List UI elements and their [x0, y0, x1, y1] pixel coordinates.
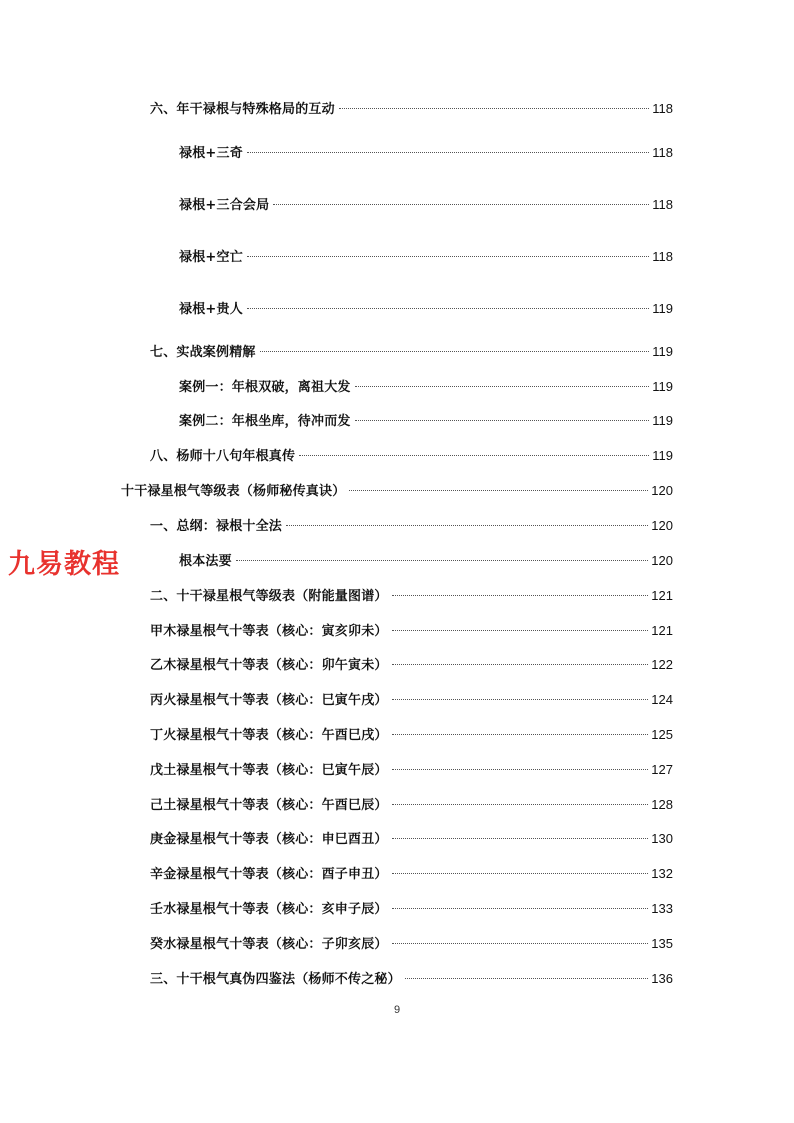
toc-entry[interactable] — [150, 447, 673, 465]
toc-entry-title: 辛金禄星根气十等表（核心：酉子申丑） — [150, 867, 388, 882]
toc-entry-page: 136 — [651, 971, 673, 986]
dot-leader — [247, 152, 649, 153]
toc-entry[interactable] — [150, 587, 673, 605]
toc-entry-page: 118 — [652, 101, 673, 116]
toc-entry[interactable] — [179, 378, 673, 396]
toc-entry-page: 119 — [652, 344, 673, 359]
dot-leader — [392, 699, 649, 700]
toc-entry[interactable] — [179, 248, 673, 266]
toc-entry-title: 甲木禄星根气十等表（核心：寅亥卯未） — [150, 624, 388, 639]
toc-entry-page: 120 — [651, 483, 673, 498]
toc-entry[interactable] — [150, 691, 673, 709]
toc-entry-title: 十干禄星根气等级表（杨师秘传真诀） — [121, 484, 346, 499]
toc-entry-page: 135 — [651, 936, 673, 951]
toc-entry-title: 己土禄星根气十等表（核心：午酉巳辰） — [150, 798, 388, 813]
toc-entry[interactable] — [150, 761, 673, 779]
toc-entry-title: 禄根+空亡 — [179, 250, 243, 265]
dot-leader — [355, 386, 650, 387]
dot-leader — [392, 734, 649, 735]
dot-leader — [392, 943, 649, 944]
toc-entry[interactable] — [179, 196, 673, 214]
dot-leader — [392, 630, 649, 631]
toc-entry-page: 132 — [651, 866, 673, 881]
toc-entry[interactable] — [179, 412, 673, 430]
toc-entry[interactable] — [150, 900, 673, 918]
toc-entry[interactable] — [150, 830, 673, 848]
toc-entry-page: 122 — [651, 657, 673, 672]
toc-entry-page: 127 — [651, 762, 673, 777]
toc-entry-title: 庚金禄星根气十等表（核心：申巳酉丑） — [150, 832, 388, 847]
toc-entry[interactable] — [121, 482, 673, 500]
toc-entry[interactable] — [150, 865, 673, 883]
dot-leader — [355, 420, 650, 421]
toc-entry-page: 118 — [652, 249, 673, 264]
toc-entry[interactable] — [150, 517, 673, 535]
dot-leader — [349, 490, 648, 491]
toc-entry-title: 案例一：年根双破，离祖大发 — [179, 380, 351, 395]
dot-leader — [273, 204, 649, 205]
toc-entry[interactable] — [179, 144, 673, 162]
toc-entry-title: 丙火禄星根气十等表（核心：巳寅午戌） — [150, 693, 388, 708]
toc-entry-title: 禄根+三奇 — [179, 146, 243, 161]
page-number: 9 — [393, 1004, 401, 1016]
toc-entry-page: 119 — [652, 379, 673, 394]
dot-leader — [236, 560, 648, 561]
toc-entry-page: 130 — [651, 831, 673, 846]
dot-leader — [392, 664, 649, 665]
toc-entry-page: 118 — [652, 145, 673, 160]
toc-entry-title: 一、总纲：禄根十全法 — [150, 519, 283, 534]
toc-entry-title: 癸水禄星根气十等表（核心：子卯亥辰） — [150, 937, 388, 952]
toc-entry-page: 121 — [651, 588, 673, 603]
toc-entry[interactable] — [150, 970, 673, 988]
toc-entry-title: 根本法要 — [179, 554, 232, 569]
toc-entry-page: 128 — [651, 797, 673, 812]
watermark: 九易教程 — [8, 549, 120, 580]
dot-leader — [392, 595, 649, 596]
toc-entry[interactable] — [150, 796, 673, 814]
toc-entry-title: 七、实战案例精解 — [150, 345, 256, 360]
toc-entry-title: 八、杨师十八句年根真传 — [150, 449, 296, 464]
toc-entry[interactable] — [179, 552, 673, 570]
dot-leader — [286, 525, 648, 526]
toc-entry-page: 133 — [651, 901, 673, 916]
dot-leader — [392, 873, 649, 874]
toc-entry-page: 119 — [652, 413, 673, 428]
toc-entry-title: 案例二：年根坐库，待冲而发 — [179, 414, 351, 429]
toc-entry[interactable] — [179, 300, 673, 318]
toc-entry[interactable] — [150, 656, 673, 674]
toc-entry-title: 六、年干禄根与特殊格局的互动 — [150, 102, 335, 117]
toc-entry-title: 乙木禄星根气十等表（核心：卯午寅未） — [150, 658, 388, 673]
toc-entry-page: 124 — [651, 692, 673, 707]
toc-entry-page: 120 — [651, 518, 673, 533]
toc-entry-title: 三、十干根气真伪四鉴法（杨师不传之秘） — [150, 972, 401, 987]
dot-leader — [260, 351, 650, 352]
dot-leader — [392, 804, 649, 805]
toc-entry-page: 125 — [651, 727, 673, 742]
dot-leader — [247, 256, 649, 257]
toc-entry-title: 戊土禄星根气十等表（核心：巳寅午辰） — [150, 763, 388, 778]
toc-entry[interactable] — [150, 622, 673, 640]
toc-entry[interactable] — [150, 726, 673, 744]
toc-entry-page: 119 — [652, 448, 673, 463]
toc-entry-title: 禄根+贵人 — [179, 302, 243, 317]
toc-entry-page: 120 — [651, 553, 673, 568]
toc-entry-title: 二、十干禄星根气等级表（附能量图谱） — [150, 589, 388, 604]
toc-entry[interactable] — [150, 100, 673, 118]
toc-entry-page: 119 — [652, 301, 673, 316]
dot-leader — [405, 978, 648, 979]
toc-entry-title: 禄根+三合会局 — [179, 198, 270, 213]
dot-leader — [392, 769, 649, 770]
toc-entry-page: 121 — [651, 623, 673, 638]
toc-entry[interactable] — [150, 935, 673, 953]
toc-entry[interactable] — [150, 343, 673, 361]
toc-entry-page: 118 — [652, 197, 673, 212]
dot-leader — [299, 455, 649, 456]
toc-entry-title: 丁火禄星根气十等表（核心：午酉巳戌） — [150, 728, 388, 743]
dot-leader — [392, 838, 649, 839]
dot-leader — [392, 908, 649, 909]
toc-entry-title: 壬水禄星根气十等表（核心：亥申子辰） — [150, 902, 388, 917]
dot-leader — [339, 108, 649, 109]
dot-leader — [247, 308, 649, 309]
